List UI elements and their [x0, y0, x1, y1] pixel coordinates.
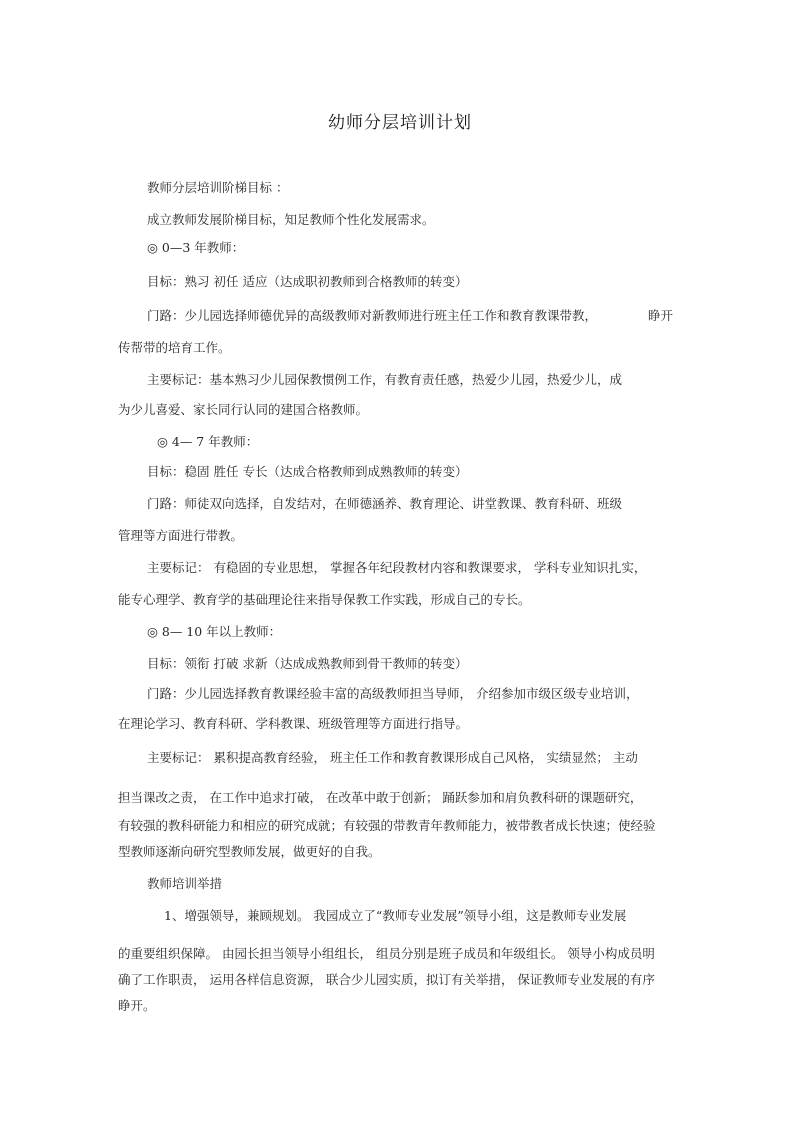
path-8-10-line1: 门路：少儿园选择教育教课经验丰富的高级教师担当导师， 介绍参加市级区级专业培训，	[147, 686, 639, 701]
subheading-8-10-years: ◎ 8— 10 年以上教师：	[147, 624, 282, 639]
mark-8-10-line3: 有较强的教科研能力和相应的研究成就；有较强的带教青年教师能力，被带教者成长快速；使经验	[118, 818, 656, 833]
goal-4-7: 目标：稳固 胜任 专长（达成合格教师到成熟教师的转变）	[147, 464, 468, 479]
path-0-3-line2: 传帮带的培育工作。	[118, 340, 231, 355]
path-4-7-line2: 管理等方面进行带教。	[118, 528, 244, 543]
document-title: 幼师分层培训计划	[328, 113, 472, 133]
measure-1-line1: 1、增强领导，兼顾规划。 我园成立了“教师专业发展”领导小组，这是教师专业发展	[164, 908, 627, 923]
path-0-3-line1: 门路：少儿园选择师德优异的高级教师对新教师进行班主任工作和教育教课带教，	[147, 308, 598, 323]
measure-1-line3: 确了工作职责， 运用各样信息资源， 联合少儿园实质，拟订有关举措， 保证教师专业发展的有序	[118, 972, 655, 987]
measure-1-line4: 睁开。	[118, 998, 156, 1013]
mark-8-10-line2: 担当课改之责， 在工作中追求打破， 在改革中敢于创新； 踊跃参加和肩负教科研的课题研究，	[118, 790, 643, 805]
paragraph-intro: 成立教师发展阶梯目标，知足教师个性化发展需求。	[147, 212, 435, 227]
goal-0-3: 目标：熟习 初任 适应（达成职初教师到合格教师的转变）	[147, 274, 468, 289]
mark-8-10-line1: 主要标记： 累积提高教育经验， 班主任工作和教育教课形成自己风格， 实绩显然； 主动	[147, 750, 638, 765]
mark-0-3-line2: 为少儿喜爱、家长同行认同的建国合格教师。	[118, 402, 369, 417]
mark-4-7-line1: 主要标记： 有稳固的专业思想， 掌握各年纪段教材内容和教课要求， 学科专业知识扎实，	[147, 560, 647, 575]
path-8-10-line2: 在理论学习、教育科研、学科教课、班级管理等方面进行指导。	[118, 716, 469, 731]
subheading-4-7-years: ◎ 4— 7 年教师：	[157, 434, 259, 449]
section-heading-measures: 教师培训举措	[147, 876, 223, 891]
measure-1-line2: 的重要组织保障。 由园长担当领导小组组长， 组员分别是班子成员和年级组长。 领导小构成员明	[118, 946, 655, 961]
goal-8-10: 目标：领衔 打破 求新（达成成熟教师到骨干教师的转变）	[147, 656, 468, 671]
mark-8-10-line4: 型教师逐渐向研究型教师发展，做更好的自我。	[118, 844, 381, 859]
section-heading-goals: 教师分层培训阶梯目标 ：	[147, 180, 289, 195]
path-4-7-line1: 门路：师徒双向选择，自发结对，在师德涵养、教育理论、讲堂教课、教育科研、班级	[147, 496, 623, 511]
mark-0-3-line1: 主要标记：基本熟习少儿园保教惯例工作，有教育责任感，热爱少儿园，热爱少儿，成	[147, 372, 623, 387]
path-0-3-line1-tail: 睁开	[648, 308, 674, 323]
mark-4-7-line2: 能专心理学、教育学的基础理论往来指导保教工作实践，形成自己的专长。	[118, 592, 531, 607]
subheading-0-3-years: ◎ 0—3 年教师：	[147, 240, 245, 255]
